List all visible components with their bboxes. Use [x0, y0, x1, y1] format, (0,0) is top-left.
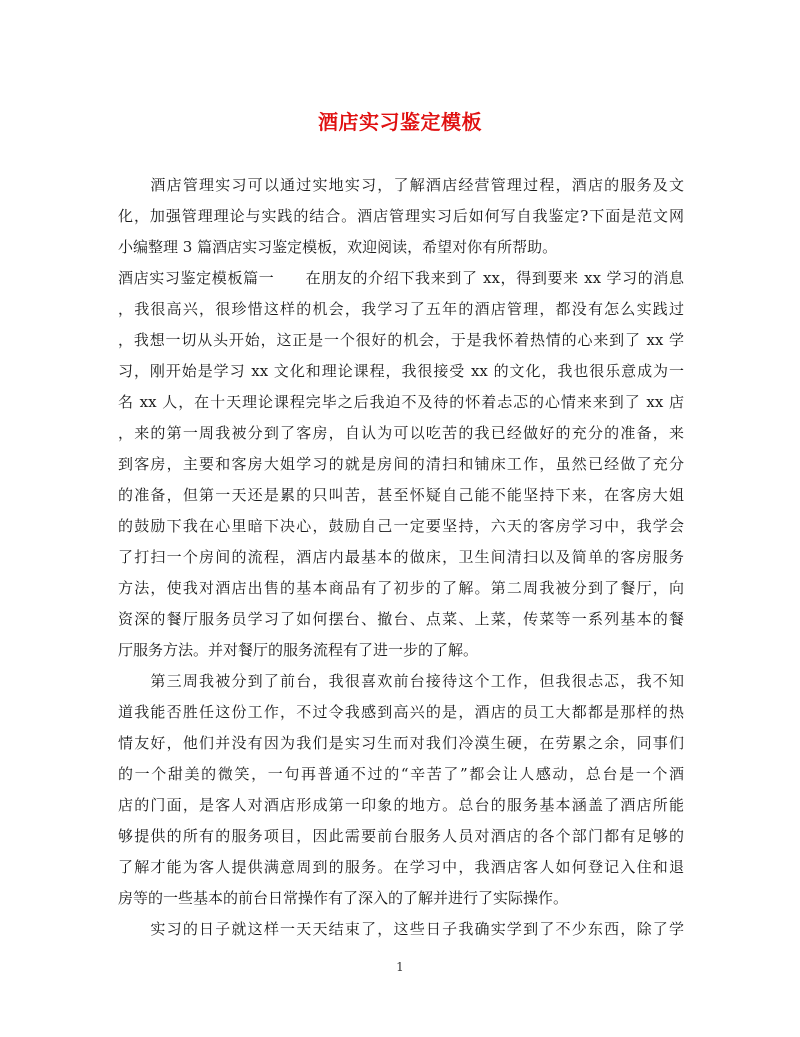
- text-line: 的一个甜美的微笑，一句再普通不过的“辛苦了”都会让人感动，总台是一个酒: [118, 765, 684, 783]
- text-line: 道我能否胜任这份工作，不过令我感到高兴的是，酒店的员工大都都是那样的热: [118, 703, 684, 721]
- text-line: 店的门面，是客人对酒店形成第一印象的地方。总台的服务基本涵盖了酒店所能: [118, 796, 684, 814]
- text-line: 资深的餐厅服务员学习了如何摆台、撤台、点菜、上菜，传菜等一系列基本的餐: [118, 610, 684, 628]
- text-line: 名 xx 人，在十天理论课程完毕之后我迫不及待的怀着忐忑的心情来来到了 xx 店: [118, 393, 684, 411]
- text-line: 情友好，他们并没有因为我们是实习生而对我们冷漠生硬，在劳累之余，同事们: [118, 734, 684, 752]
- text-line: 实习的日子就这样一天天结束了，这些日子我确实学到了不少东西，除了学: [118, 920, 684, 938]
- text-line: 习，刚开始是学习 xx 文化和理论课程，我很接受 xx 的文化，我也很乐意成为一: [118, 362, 684, 380]
- text-line: ，来的第一周我被分到了客房，自认为可以吃苦的我已经做好的充分的准备，来: [118, 424, 684, 442]
- document-title: 酒店实习鉴定模板: [318, 110, 482, 134]
- text-line: 了打扫一个房间的流程，酒店内最基本的做床，卫生间清扫以及简单的客房服务: [118, 548, 684, 566]
- text-line: 够提供的所有的服务项目，因此需要前台服务人员对酒店的各个部门都有足够的: [118, 827, 684, 845]
- text-line: 厅服务方法。并对餐厅的服务流程有了进一步的了解。: [118, 641, 479, 659]
- text-line: 小编整理 3 篇酒店实习鉴定模板，欢迎阅读，希望对你有所帮助。: [118, 238, 558, 256]
- text-line: 了解才能为客人提供满意周到的服务。在学习中，我酒店客人如何登记入住和退: [118, 858, 684, 876]
- page-number: 1: [396, 960, 404, 974]
- text-line: 酒店管理实习可以通过实地实习，了解酒店经营管理过程，酒店的服务及文: [118, 176, 684, 194]
- text-line: 酒店实习鉴定模板篇一 在朋友的介绍下我来到了 xx，得到要来 xx 学习的消息: [118, 269, 684, 287]
- text-line: 化，加强管理理论与实践的结合。酒店管理实习后如何写自我鉴定?下面是范文网: [118, 207, 684, 225]
- text-line: 的鼓励下我在心里暗下决心，鼓励自己一定要坚持，六天的客房学习中，我学会: [118, 517, 684, 535]
- document-body: [118, 170, 684, 945]
- text-line: 第三周我被分到了前台，我很喜欢前台接待这个工作，但我很忐忑，我不知: [118, 672, 684, 690]
- text-line: 方法，使我对酒店出售的基本商品有了初步的了解。第二周我被分到了餐厅，向: [118, 579, 684, 597]
- text-line: ，我很高兴，很珍惜这样的机会，我学习了五年的酒店管理，都没有怎么实践过: [118, 300, 684, 318]
- text-line: 到客房，主要和客房大姐学习的就是房间的清扫和铺床工作，虽然已经做了充分: [118, 455, 684, 473]
- text-line: 的准备，但第一天还是累的只叫苦，甚至怀疑自己能不能坚持下来，在客房大姐: [118, 486, 684, 504]
- text-line: 房等的一些基本的前台日常操作有了深入的了解并进行了实际操作。: [118, 889, 569, 907]
- text-line: ，我想一切从头开始，这正是一个很好的机会，于是我怀着热情的心来到了 xx 学: [118, 331, 684, 349]
